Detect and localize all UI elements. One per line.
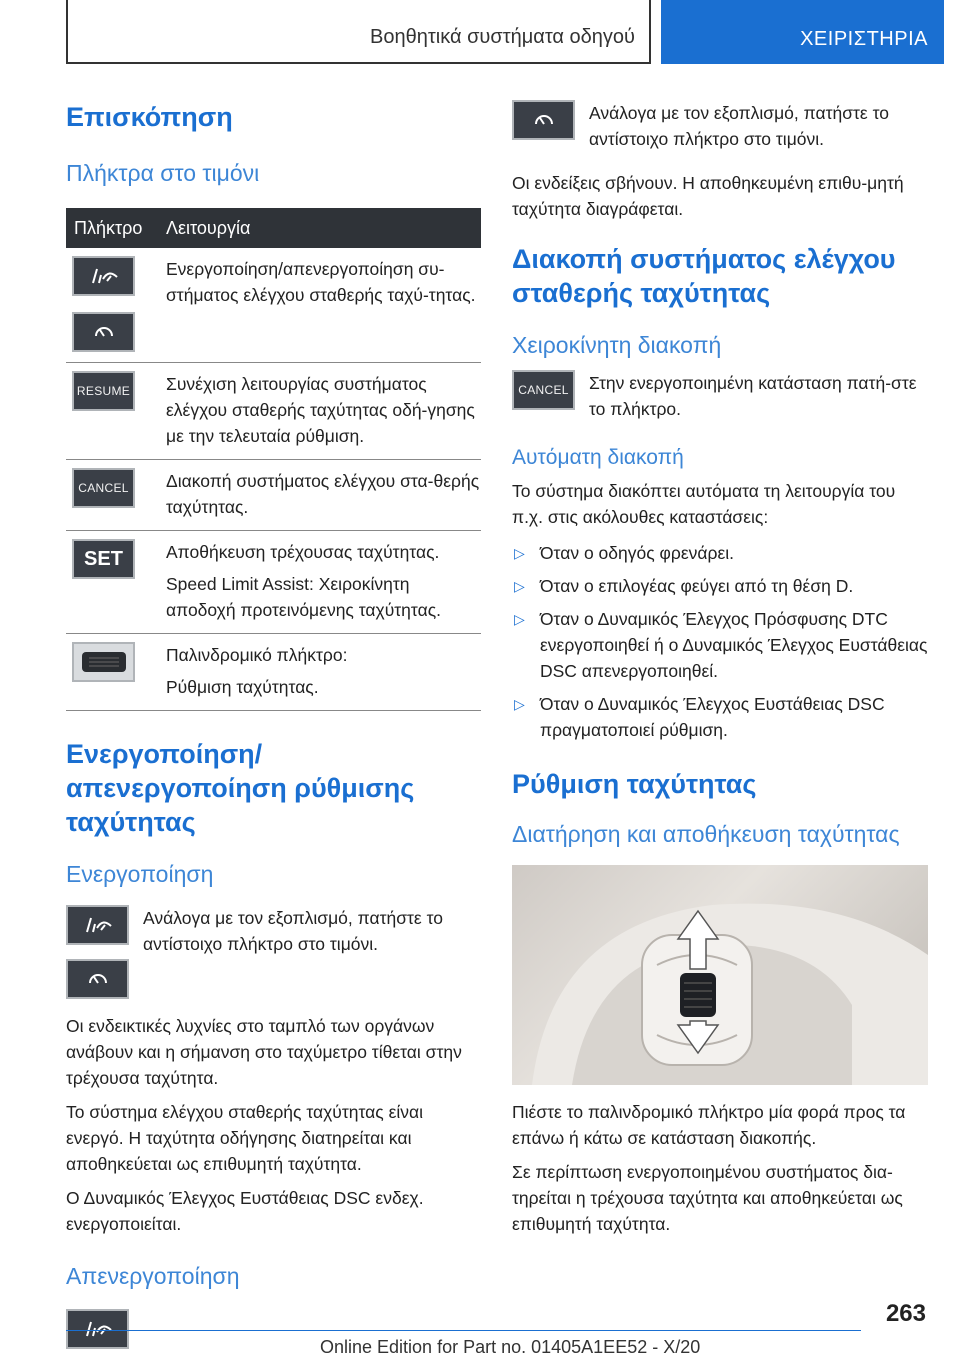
cruise-control-key bbox=[66, 1309, 129, 1349]
chapter-title: ΧΕΙΡΙΣΤΗΡΙΑ bbox=[800, 28, 928, 50]
rocker-switch-key bbox=[72, 642, 135, 682]
manual-interrupt-heading: Χειροκίνητη διακοπή bbox=[512, 332, 722, 358]
triangle-bullet-icon: ▷ bbox=[514, 611, 525, 627]
speed-gauge-icon bbox=[531, 108, 557, 132]
resume-key-label: RESUME bbox=[76, 384, 131, 398]
speed-setting-heading: Ρύθμιση ταχύτητας bbox=[512, 769, 757, 799]
page-header bbox=[66, 0, 944, 64]
rocker-paragraph: Πιέστε το παλινδρομικό πλήκτρο μία φορά προς τα επάνω ή κάτω σε κατάσταση διακοπής. bbox=[512, 1102, 906, 1148]
set-key bbox=[72, 539, 135, 579]
deactivation-key-text: Ανάλογα με τον εξοπλισμό, πατήστε το αντίστοιχο πλήκτρο στο τιμόνι. bbox=[589, 103, 889, 149]
list-item bbox=[512, 573, 928, 599]
list-item-text: Όταν ο Δυναμικός Έλεγχος Ευστάθειας DSC πραγματοποιεί ρύθμιση. bbox=[540, 694, 885, 740]
rocker-paragraph: Σε περίπτωση ενεργοποιημένου συστήματος δια-τηρείται η τρέχουσα ταχύτητα και αποθηκεύεται ως επιθυμητή ταχύτητα. bbox=[512, 1162, 903, 1234]
table-cell-function bbox=[156, 363, 481, 460]
table-cell-function bbox=[156, 634, 481, 711]
table-cell-keys bbox=[66, 634, 156, 711]
deactivation-keys-row bbox=[512, 100, 928, 152]
table-cell-function bbox=[156, 248, 481, 363]
table-row bbox=[66, 363, 481, 460]
auto-interrupt-text: Το σύστημα διακόπτει αυτόματα τη λειτουργία του π.χ. στις ακόλουθες καταστάσεις: bbox=[512, 481, 896, 527]
cruise-control-key bbox=[72, 256, 135, 296]
speed-gauge-icon bbox=[91, 320, 117, 344]
auto-interrupt-heading: Αυτόματη διακοπή bbox=[512, 446, 684, 469]
keys-table bbox=[66, 208, 481, 711]
table-row bbox=[66, 634, 481, 711]
function-text: Διακοπή συστήματος ελέγχου στα-θερής ταχύτητας. bbox=[166, 471, 480, 517]
keep-store-heading: Διατήρηση και αποθήκευση ταχύτητας bbox=[512, 821, 900, 847]
table-cell-keys bbox=[66, 531, 156, 634]
cruise-control-icon bbox=[87, 265, 121, 287]
steering-keys-heading: Πλήκτρα στο τιμόνι bbox=[66, 160, 260, 186]
edition-text: Online Edition for Part no. 01405A1EE52 - X/20 bbox=[320, 1337, 701, 1357]
table-row bbox=[66, 248, 481, 363]
page-number: 263 bbox=[885, 1300, 926, 1327]
activation-keys bbox=[66, 905, 129, 999]
activation-paragraph: Οι ενδεικτικές λυχνίες στο ταμπλό των οργάνων ανάβουν και η σήμανση στο ταχύμετρο τίθεται στην τρέχουσα ταχύτητα. bbox=[66, 1016, 462, 1088]
triangle-bullet-icon: ▷ bbox=[514, 696, 525, 712]
triangle-bullet-icon: ▷ bbox=[514, 545, 525, 561]
cruise-control-icon bbox=[81, 1318, 115, 1340]
speed-limiter-key bbox=[512, 100, 575, 140]
cancel-key bbox=[512, 370, 575, 410]
list-item bbox=[512, 691, 928, 743]
table-cell-function bbox=[156, 460, 481, 531]
cancel-key-label: CANCEL bbox=[78, 481, 129, 495]
list-item bbox=[512, 540, 928, 566]
activation-paragraph: Ο Δυναμικός Έλεγχος Ευστάθειας DSC ενδεχ. ενεργοποιείται. bbox=[66, 1188, 424, 1234]
steering-wheel-rocker-illustration bbox=[512, 865, 928, 1085]
right-column bbox=[512, 100, 928, 1237]
table-cell-keys bbox=[66, 248, 156, 363]
resume-key bbox=[72, 371, 135, 411]
speed-limiter-key bbox=[72, 312, 135, 352]
activation-section-heading: Ενεργοποίηση/απενεργοποίηση ρύθμισης ταχύτητας bbox=[66, 739, 415, 837]
activation-paragraph: Το σύστημα ελέγχου σταθερής ταχύτητας είναι ενεργό. Η ταχύτητα οδήγησης διατηρείται και αποθηκεύεται ως επιθυμητή ταχύτητα. bbox=[66, 1102, 424, 1174]
auto-interrupt-list bbox=[512, 540, 928, 743]
rocker-switch-icon bbox=[79, 648, 129, 676]
cancel-key bbox=[72, 468, 135, 508]
speed-limiter-key bbox=[66, 959, 129, 999]
table-header-key: Πλήκτρο bbox=[66, 208, 156, 248]
list-item-text: Όταν ο επιλογέας φεύγει από τη θέση D. bbox=[540, 576, 854, 596]
section-tab bbox=[66, 0, 651, 64]
table-cell-keys bbox=[66, 363, 156, 460]
table-header-row bbox=[66, 208, 481, 248]
footer-divider bbox=[66, 1330, 861, 1331]
left-column bbox=[66, 100, 481, 1349]
manual-interrupt-text: Στην ενεργοποιημένη κατάσταση πατή-στε το πλήκτρο. bbox=[589, 373, 917, 419]
cruise-control-icon bbox=[81, 914, 115, 936]
table-row bbox=[66, 460, 481, 531]
interrupt-heading: Διακοπή συστήματος ελέγχου σταθερής ταχύτητας bbox=[512, 244, 896, 308]
function-text: Αποθήκευση τρέχουσας ταχύτητας. bbox=[166, 542, 440, 562]
cruise-control-key bbox=[66, 905, 129, 945]
chapter-tab bbox=[661, 0, 944, 64]
set-key-label: SET bbox=[84, 547, 123, 570]
function-text: Ενεργοποίηση/απενεργοποίηση συ-στήματος ελέγχου σταθερής ταχύ-τητας. bbox=[166, 259, 476, 305]
section-title: Βοηθητικά συστήματα οδηγού bbox=[370, 26, 635, 48]
manual-interrupt-row bbox=[512, 370, 928, 422]
table-row bbox=[66, 531, 481, 634]
list-item bbox=[512, 606, 928, 684]
triangle-bullet-icon: ▷ bbox=[514, 578, 525, 594]
deactivation-paragraph: Οι ενδείξεις σβήνουν. Η αποθηκευμένη επιθυ-μητή ταχύτητα διαγράφεται. bbox=[512, 173, 904, 219]
list-item-text: Όταν ο οδηγός φρενάρει. bbox=[540, 543, 735, 563]
table-header-function: Λειτουργία bbox=[156, 208, 481, 248]
steering-wheel-photo bbox=[512, 865, 928, 1085]
table-cell-keys bbox=[66, 460, 156, 531]
function-text: Speed Limit Assist: Χειροκίνητη αποδοχή προτεινόμενης ταχύτητας. bbox=[166, 574, 441, 620]
list-item-text: Όταν ο Δυναμικός Έλεγχος Πρόσφυσης DTC ενεργοποιηθεί ή ο Δυναμικός Έλεγχος Ευστάθειας DSC απενεργοποιηθεί. bbox=[540, 609, 928, 681]
activation-heading: Ενεργοποίηση bbox=[66, 861, 214, 887]
cancel-key-label: CANCEL bbox=[518, 383, 569, 397]
activation-key-text: Ανάλογα με τον εξοπλισμό, πατήστε το αντίστοιχο πλήκτρο στο τιμόνι. bbox=[143, 908, 443, 954]
function-text: Συνέχιση λειτουργίας συστήματος ελέγχου σταθερής ταχύτητας οδή-γησης με την τελευταία ρύθμιση. bbox=[166, 374, 475, 446]
speed-gauge-icon bbox=[85, 967, 111, 991]
activation-keys-row bbox=[66, 905, 481, 999]
table-cell-function bbox=[156, 531, 481, 634]
function-text: Παλινδρομικό πλήκτρο: bbox=[166, 645, 348, 665]
function-text: Ρύθμιση ταχύτητας. bbox=[166, 677, 319, 697]
deactivation-heading: Απενεργοποίηση bbox=[66, 1263, 240, 1289]
overview-heading: Επισκόπηση bbox=[66, 102, 233, 132]
